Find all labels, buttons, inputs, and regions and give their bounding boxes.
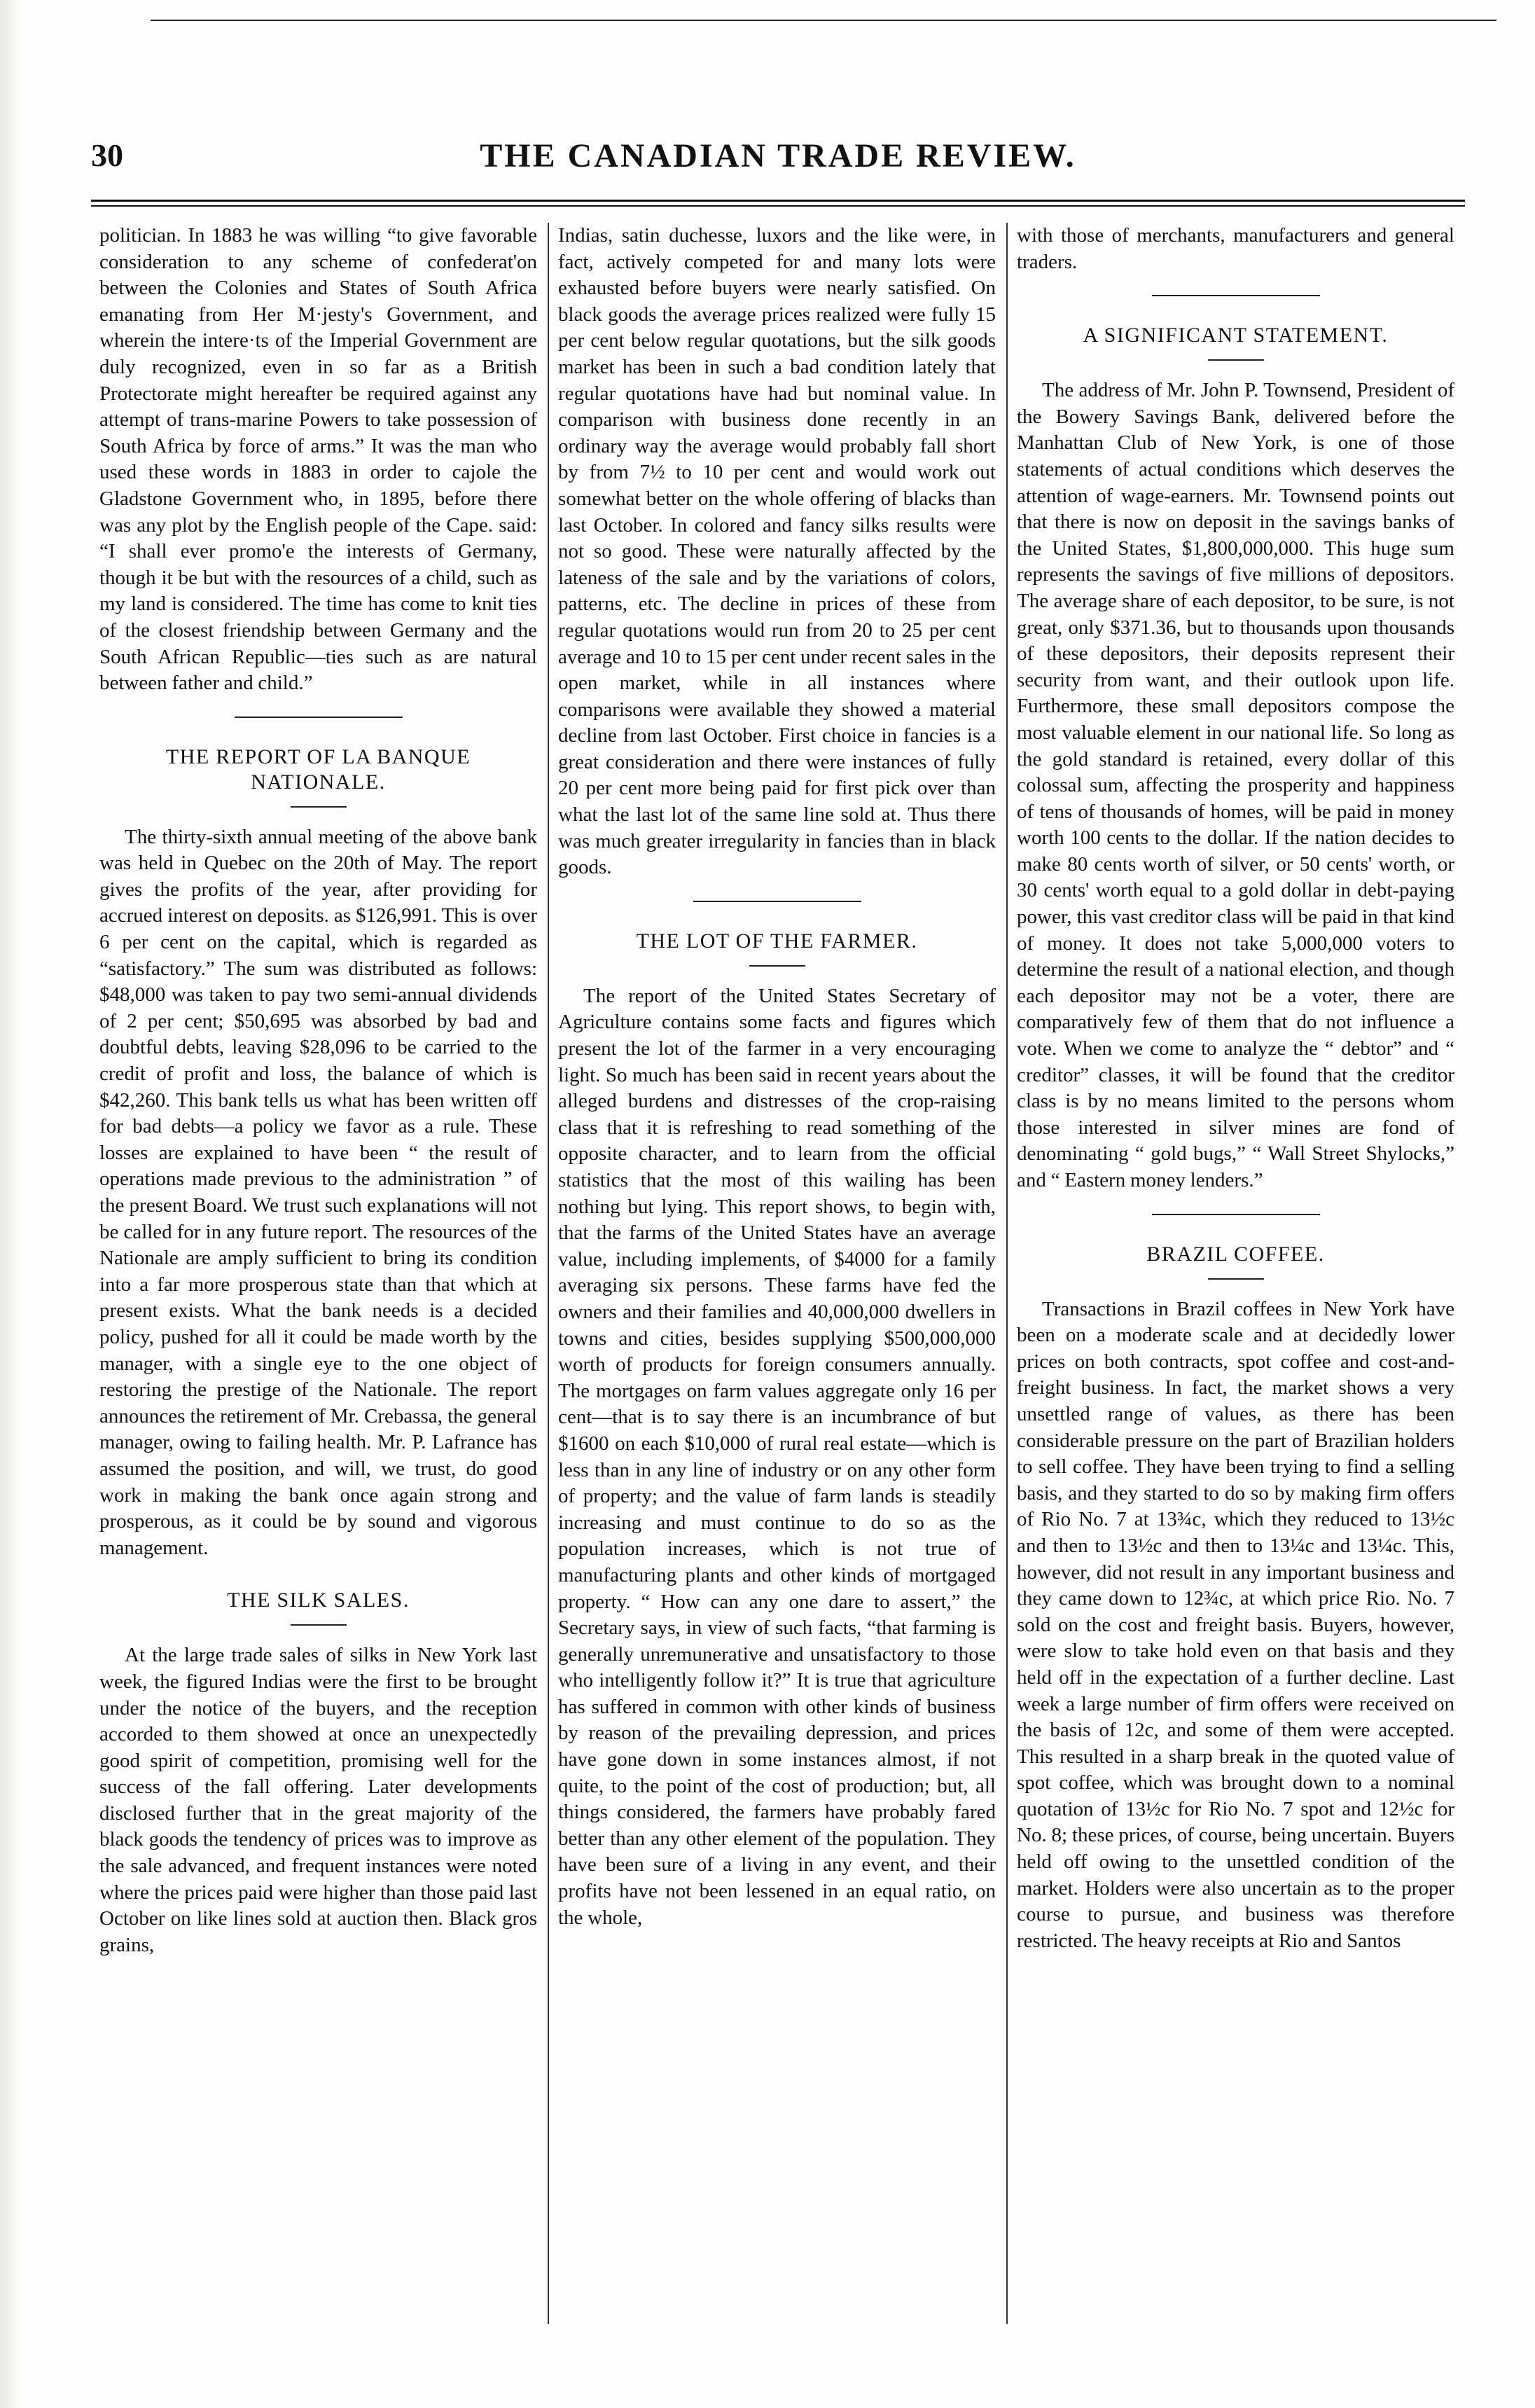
heading-banque-nationale: THE REPORT OF LA BANQUE NATIONALE. bbox=[165, 745, 471, 794]
heading-rule bbox=[1208, 359, 1264, 361]
heading-significant-statement: A SIGNIFICANT STATEMENT. bbox=[1083, 324, 1389, 347]
section-divider bbox=[235, 717, 403, 718]
article-paragraph: with those of merchants, manufacturers and general traders. bbox=[1017, 224, 1454, 273]
heading-rule bbox=[749, 965, 805, 967]
article-paragraph: Transactions in Brazil coffees in New York have been on a moderate scale and at decidedly lower prices on both contracts, spot coffee and cost-and-freight business. In fact, the market shows a very unsettled range of values, as there has been considerable pressure on the part of Brazilian holders to sell coffee. They have been trying to find a selling basis, and they started to do so by making firm offers of Rio No. 7 at 13¾c, which they reduced to 13½c and then to 13½c and then to 13¼c and 13¼c. This, however, did not result in any important business and they came down to 12¾c, at which price Rio. No. 7 sold on the cost and freight basis. Buyers, however, were slow to take hold even on that basis and they held off in the expectation of a further decline. Last week a large number of firm offers were received on the basis of 12c, and some of them were accepted. This resulted in a sharp break in the quoted value of spot coffee, which was brought down to a nominal quotation of 13½c for Rio No. 7 spot and 12½c for No. 8; these prices, of course, being uncertain. Buyers held off owing to the unsettled condition of the market. Holders were also uncertain as to the proper course to pursue, and business was therefore restricted. The heavy receipts at Rio and Santos bbox=[1017, 1297, 1454, 1952]
heading-rule bbox=[1208, 1278, 1264, 1280]
article-paragraph: At the large trade sales of silks in New York last week, the figured Indias were the first to be brought under the notice of the buyers, and the reception accorded to them showed at once an unexpectedly good spirit of competition, promising well for the success of the fall offering. Later developments disclosed further that in the great majority of the black goods the tendency of prices was to improve as the sale advanced, and frequent instances were noted where the prices paid were higher than those paid last October on like lines sold at auction then. Black gros grains, bbox=[99, 1644, 537, 1956]
article-paragraph: The report of the United States Secretary of Agriculture contains some facts and figures which present the lot of the farmer in a very encouraging light. So much has been said in recent years about the alleged burdens and distresses of the crop-raising class that it is refreshing to read something of the opposite character, and to learn from the official statistics that the most of this wailing has been nothing but lying. This report shows, to begin with, that the farms of the United States have an average value, including implements, of $4000 for a family averaging six persons. These farms have fed the owners and their families and 40,000,000 dwellers in towns and cities, besides supplying $500,000,000 worth of products for foreign consumers annually. The mortgages on farm values aggregate only 16 per cent—that is to say there is an incumbrance of but $1600 on each $10,000 of rural real estate—which is less than in any line of industry or on any other form of property; and the value of farm lands is steadily increasing and must continue to do so as the population increases, which is not true of manufacturing plants and other kinds of mortgaged property. “ How can any one dare to assert,” the Secretary says, in view of such facts, “that farming is generally unremunerative and unsatisfactory to those who intelligently follow it?” It is true that agriculture has suffered in common with other kinds of business by reason of the prevailing depression, and prices have gone down in some instances almost, if not quite, to the point of the cost of production; but, all things considered, the farmers have probably fared better than any other element of the population. They have been sure of a living in any event, and their profits have not been lessened in an equal ratio, on the whole, bbox=[558, 984, 996, 1929]
article-paragraph: politician. In 1883 he was willing “to give favorable consideration to any scheme of confederat'on between the Colonies and States of South Africa emanating from Her M·jesty's Government, and wherein the intere·ts of the Imperial Government are duly recognized, even in so far as a British Protectorate might hereafter be required against any attempt of trans-marine Powers to take possession of South Africa by force of arms.” It was the man who used these words in 1883 in order to cajole the Gladstone Government who, in 1895, before there was any plot by the English people of the Cape. said: “I shall ever promo'e the interests of Germany, though it be but with the resources of a child, such as my land is considered. The time has come to knit ties of the closest friendship between Germany and the South African Republic—ties such as are natural between father and child.” bbox=[99, 224, 537, 695]
publication-title: THE CANADIAN TRADE REVIEW. bbox=[480, 137, 1076, 174]
section-divider bbox=[1152, 295, 1320, 296]
heading-silk-sales: THE SILK SALES. bbox=[227, 1589, 410, 1612]
column-1 bbox=[99, 223, 537, 2331]
column-2 bbox=[558, 223, 996, 2331]
heading-rule bbox=[291, 806, 347, 808]
heading-brazil-coffee: BRAZIL COFFEE. bbox=[1146, 1242, 1325, 1266]
article-paragraph: The address of Mr. John P. Townsend, President of the Bowery Savings Bank, delivered before the Manhattan Club of New York, is one of those statements of actual conditions which deserves the attention of wage-earners. Mr. Townsend points out that there is now on deposit in the savings banks of the United States, $1,800,000,000. This huge sum represents the savings of five millions of depositors. The average share of each depositor, to be sure, is not great, only $371.36, but to thousands upon thousands of these depositors, their deposits represent their security from want, and their outlook upon life. Furthermore, these small depositors compose the most valuable element in our national life. So long as the gold standard is retained, every dollar of this colossal sum, affecting the prosperity and happiness of tens of thousands of homes, will be paid in money worth 100 cents to the dollar. If the nation decides to make 80 cents worth of silver, or 50 cents' worth, or 30 cents' worth equal to a gold dollar in debt-paying power, this vast creditor class will be paid in that kind of money. It does not take 5,000,000 voters to determine the result of a national election, and though each depositor may not be a voter, there are comparatively few of them that do not influence a vote. When we come to analyze the “ debtor” and “ creditor” classes, it will be found that the creditor class is by no means limited to the persons whom those interested in silver mines are fond of denominating “ gold bugs,” “ Wall Street Shylocks,” and “ Eastern money lenders.” bbox=[1017, 379, 1454, 1191]
section-divider bbox=[1152, 1214, 1320, 1215]
article-paragraph: The thirty-sixth annual meeting of the above bank was held in Quebec on the 20th of May. The report gives the profits of the year, after providing for accrued interest on deposits. as $126,991. This is over 6 per cent on the capital, which is regarded as “satisfactory.” The sum was distributed as follows: $48,000 was taken to pay two semi-annual dividends of 2 per cent; $50,695 was absorbed by bad and doubtful debts, leaving $28,096 to be carried to the credit of profit and loss, the balance of which is $42,260. This bank tells us what has been written off for bad debts—a policy we favor as a rule. These losses are explained to have been “ the result of operations made previous to the administration ” of the present Board. We trust such explanations will not be called for in any future report. The resources of the Nationale are amply sufficient to bring its condition into a far more prosperous state than that which at present exists. What the bank needs is a decided policy, pushed for all it could be made worth by the manager, with a single eye to the one object of restoring the prestige of the Nationale. The report announces the retirement of Mr. Crebassa, the general manager, owing to failing health. Mr. P. Lafrance has assumed the position, and will, we trust, do good work in making the bank once again strong and prosperous, as it could be by sound and vigorous management. bbox=[99, 825, 537, 1559]
header-rule-thin bbox=[91, 205, 1465, 207]
column-divider-2 bbox=[1006, 223, 1008, 2324]
header-rule-thick bbox=[91, 200, 1465, 202]
heading-rule bbox=[291, 1624, 347, 1626]
page-number: 30 bbox=[91, 137, 123, 173]
top-border-line bbox=[151, 20, 1496, 21]
article-paragraph: Indias, satin duchesse, luxors and the like were, in fact, actively competed for and many lots were exhausted before buyers were nearly satisfied. On black goods the average prices realized were fully 15 per cent below regular quotations, but the silk goods market has been in such a bad condition lately that regular quotations have had but nominal value. In comparison with business done recently in an ordinary way the average would probably fall short by from 7½ to 10 per cent and would work out somewhat better on the whole offering of blacks than last October. In colored and fancy silks results were not so good. These were naturally affected by the lateness of the sale and by the variations of colors, patterns, etc. The decline in prices of these from regular quotations would run from 20 to 25 per cent average and 10 to 15 per cent under recent sales in the open market, while in all instances where comparisons were available they showed a material decline from last October. First choice in fancies is a great consideration and there were instances of fully 20 per cent more being paid for first pick over than what the last lot of the same line sold at. Thus there was much greater irregularity in fancies than in black goods. bbox=[558, 224, 996, 879]
column-divider-1 bbox=[548, 223, 549, 2324]
page-header bbox=[91, 137, 1465, 193]
column-3 bbox=[1017, 223, 1454, 2331]
section-divider bbox=[693, 901, 861, 902]
page-edge-shadow bbox=[0, 0, 21, 2408]
heading-lot-of-farmer: THE LOT OF THE FARMER. bbox=[636, 929, 918, 953]
